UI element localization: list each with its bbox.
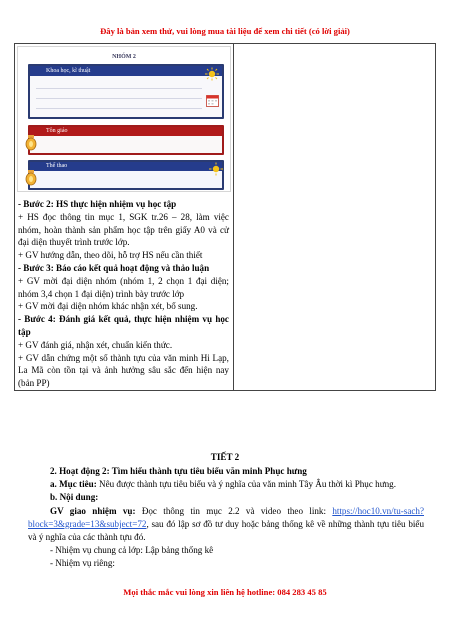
poster-panel-label: Tôn giáo xyxy=(46,128,68,134)
calendar-icon xyxy=(206,94,219,107)
content-label: b. Nội dung: xyxy=(50,492,99,503)
sun-icon xyxy=(208,162,224,176)
poster-panel-sports xyxy=(28,160,224,190)
step-line: - Bước 2: HS thực hiện nhiệm vụ học tập xyxy=(18,199,177,209)
step-line: - Bước 3: Báo cáo kết quả hoạt động và thảo luận xyxy=(18,262,210,273)
step-line: + HS đọc thông tin mục 1, SGK tr.26 – 28, làm việc nhóm, hoàn thành sản phẩm học tập trên giấy A0 và cử đại diện thuyết trình trước lớp. xyxy=(18,211,229,248)
left-cell xyxy=(15,44,234,391)
header-banner: Đây là bản xem thử, vui lòng mua tài liệu để xem chi tiết (có lời giải) xyxy=(100,26,350,36)
group-poster-image xyxy=(17,46,231,192)
poster-panel-religion xyxy=(28,125,224,155)
bullet-common-task: - Nhiệm vụ chung cả lớp: Lập bảng thống kê xyxy=(50,545,214,556)
poster-panel-label: Khoa học, kĩ thuật xyxy=(46,68,91,74)
task-paragraph: GV giao nhiệm vụ: Đọc thông tin mục 2.2 và video theo link: https://hoc10.vn/tu-sach?block=3&grade=13&subject=72, sau đó lập sơ đồ tư duy hoặc bảng thống kê về những thành tựu tiêu biểu và ý nghĩa của các thành tựu đó. xyxy=(28,505,424,543)
activity-title: 2. Hoạt động 2: Tìm hiểu thành tựu tiêu biểu văn minh Phục hưng xyxy=(50,466,307,476)
step-line: + GV dẫn chứng một số thành tựu của văn minh Hi Lạp, La Mã còn tồn tại và ảnh hưởng sâu sắc đến hiện nay (bản PP) xyxy=(18,352,229,389)
step-line: + GV đánh giá, nhận xét, chuẩn kiến thức. xyxy=(18,339,173,350)
poster-panel-science xyxy=(28,64,224,119)
poster-panel-label: Thể thao xyxy=(46,163,68,169)
lesson-steps xyxy=(15,196,233,390)
task-link[interactable]: https://hoc10.vn/tu-sach?block=3&grade=13&subject=72 xyxy=(28,505,424,529)
sun-icon xyxy=(204,67,220,81)
step-line: + GV mời đại diện nhóm (nhóm 1, 2 chọn 1 đại diện; nhóm 3,4 chọn 1 đại diện) trình bày trước lớp xyxy=(18,275,229,299)
right-cell xyxy=(233,44,435,391)
step-line: + GV mời đại diện nhóm khác nhận xét, bổ sung. xyxy=(18,301,198,312)
poster-title: NHÓM 2 xyxy=(112,54,136,60)
step-line: - Bước 4: Đánh giá kết quả, thực hiện nhiệm vụ học tập xyxy=(18,314,229,337)
activity-block xyxy=(28,465,424,571)
objective-paragraph: a. Mục tiêu: Nêu được thành tựu tiêu biểu và ý nghĩa của văn minh Tây Âu thời kì Phục hưng. xyxy=(50,479,397,490)
bullet-own-task: - Nhiệm vụ riêng: xyxy=(50,558,115,569)
lantern-icon xyxy=(24,168,38,188)
lesson-table xyxy=(14,43,436,391)
lantern-icon xyxy=(24,133,38,153)
lesson-period-title: TIẾT 2 xyxy=(210,452,240,462)
step-line: + GV hướng dẫn, theo dõi, hỗ trợ HS nếu cần thiết xyxy=(18,250,203,261)
footer-banner: Mọi thắc mắc vui lòng xin liên hệ hotline: 084 283 45 85 xyxy=(123,587,327,597)
